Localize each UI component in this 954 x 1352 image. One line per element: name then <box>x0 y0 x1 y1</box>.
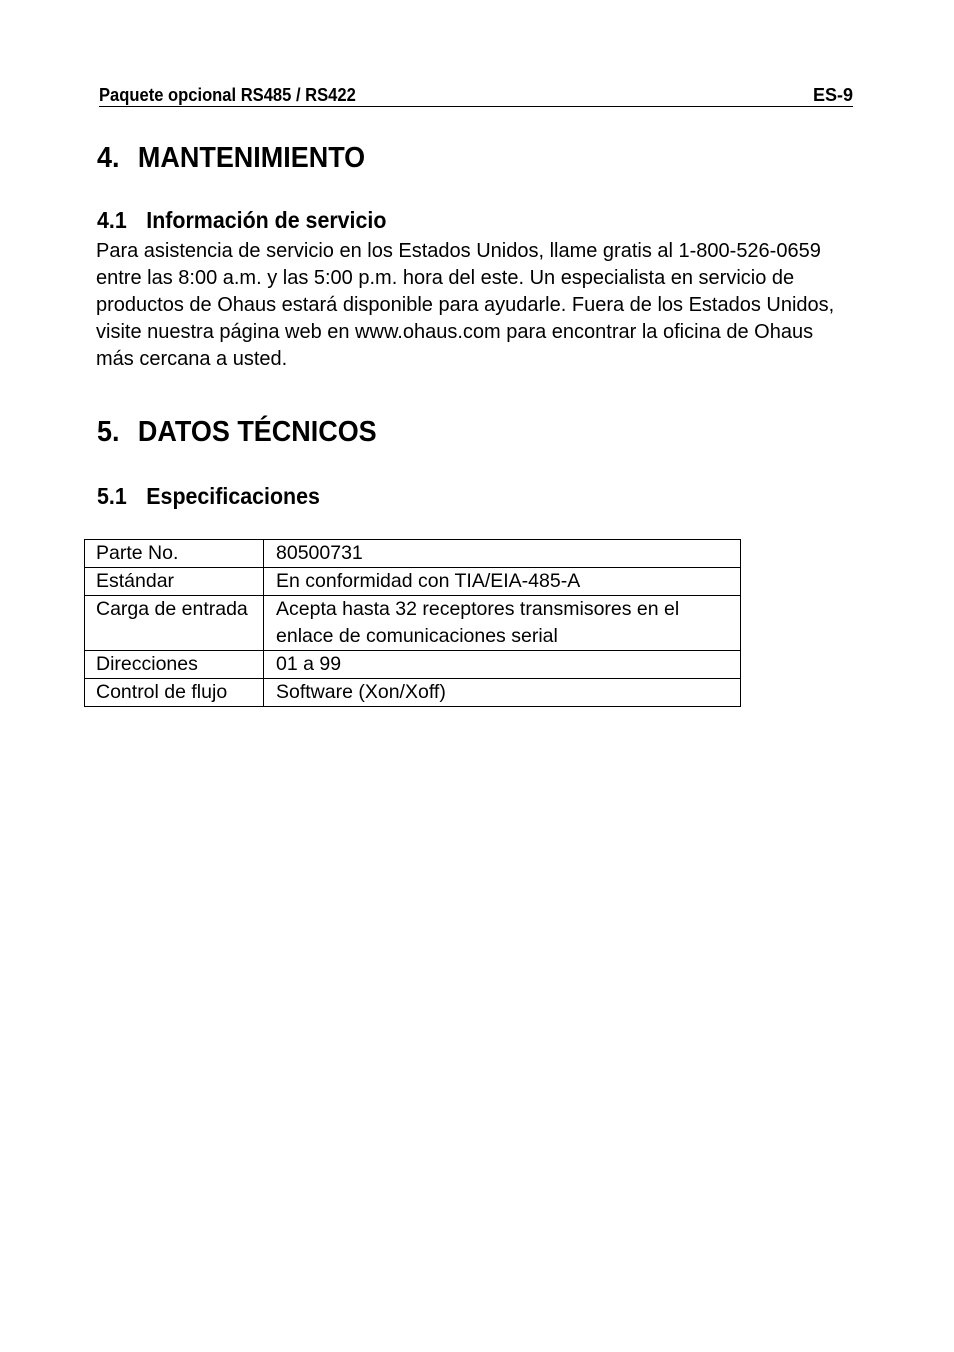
section-4-1-heading <box>97 206 386 234</box>
paragraph-line: entre las 8:00 a.m. y las 5:00 p.m. hora del este. Un especialista en servicio de <box>96 267 795 289</box>
paragraph-line: más cercana a usted. <box>96 348 288 370</box>
paragraph-line: Para asistencia de servicio en los Estados Unidos, llame gratis al 1-800-526-0659 <box>96 240 821 262</box>
spec-value <box>264 540 741 568</box>
spec-label: Carga de entrada <box>85 596 264 651</box>
specifications-table <box>84 539 741 707</box>
spec-label: Parte No. <box>85 540 264 568</box>
section-5-title: DATOS TÉCNICOS <box>137 416 377 448</box>
spec-value <box>264 679 741 707</box>
spec-value <box>264 651 741 679</box>
spec-value-line: 01 a 99 <box>276 653 342 675</box>
section-4-1-number: 4.1 <box>97 207 127 233</box>
page-header <box>99 84 853 107</box>
table-row <box>85 568 741 596</box>
section-5-heading <box>97 415 377 449</box>
spec-value-line: Acepta hasta 32 receptores transmisores en el <box>276 598 680 620</box>
service-info-paragraph <box>96 238 856 373</box>
section-4-1-title: Información de servicio <box>146 207 387 233</box>
section-5-1-number: 5.1 <box>97 483 127 509</box>
paragraph-line: visite nuestra página web en www.ohaus.com para encontrar la oficina de Ohaus <box>96 321 814 343</box>
table-row <box>85 679 741 707</box>
spec-value <box>264 568 741 596</box>
spec-value-line: 80500731 <box>276 542 363 564</box>
spec-value-line: Software (Xon/Xoff) <box>276 681 446 703</box>
section-5-1-heading <box>97 482 320 510</box>
header-page-number: ES-9 <box>812 85 853 105</box>
spec-label: Estándar <box>85 568 264 596</box>
table-row <box>85 540 741 568</box>
header-title: Paquete opcional RS485 / RS422 <box>99 85 356 105</box>
section-5-1-title: Especificaciones <box>146 483 320 509</box>
paragraph-line: productos de Ohaus estará disponible para ayudarle. Fuera de los Estados Unidos, <box>96 294 835 316</box>
spec-label: Control de flujo <box>85 679 264 707</box>
table-row <box>85 596 741 651</box>
spec-label: Direcciones <box>85 651 264 679</box>
section-4-number: 4. <box>97 142 120 174</box>
table-row <box>85 651 741 679</box>
section-4-title: MANTENIMIENTO <box>137 142 366 174</box>
spec-value-line: enlace de comunicaciones serial <box>276 625 558 647</box>
section-5-number: 5. <box>97 416 120 448</box>
spec-value <box>264 596 741 651</box>
spec-value-line: En conformidad con TIA/EIA-485-A <box>276 570 581 592</box>
section-4-heading <box>97 141 365 175</box>
